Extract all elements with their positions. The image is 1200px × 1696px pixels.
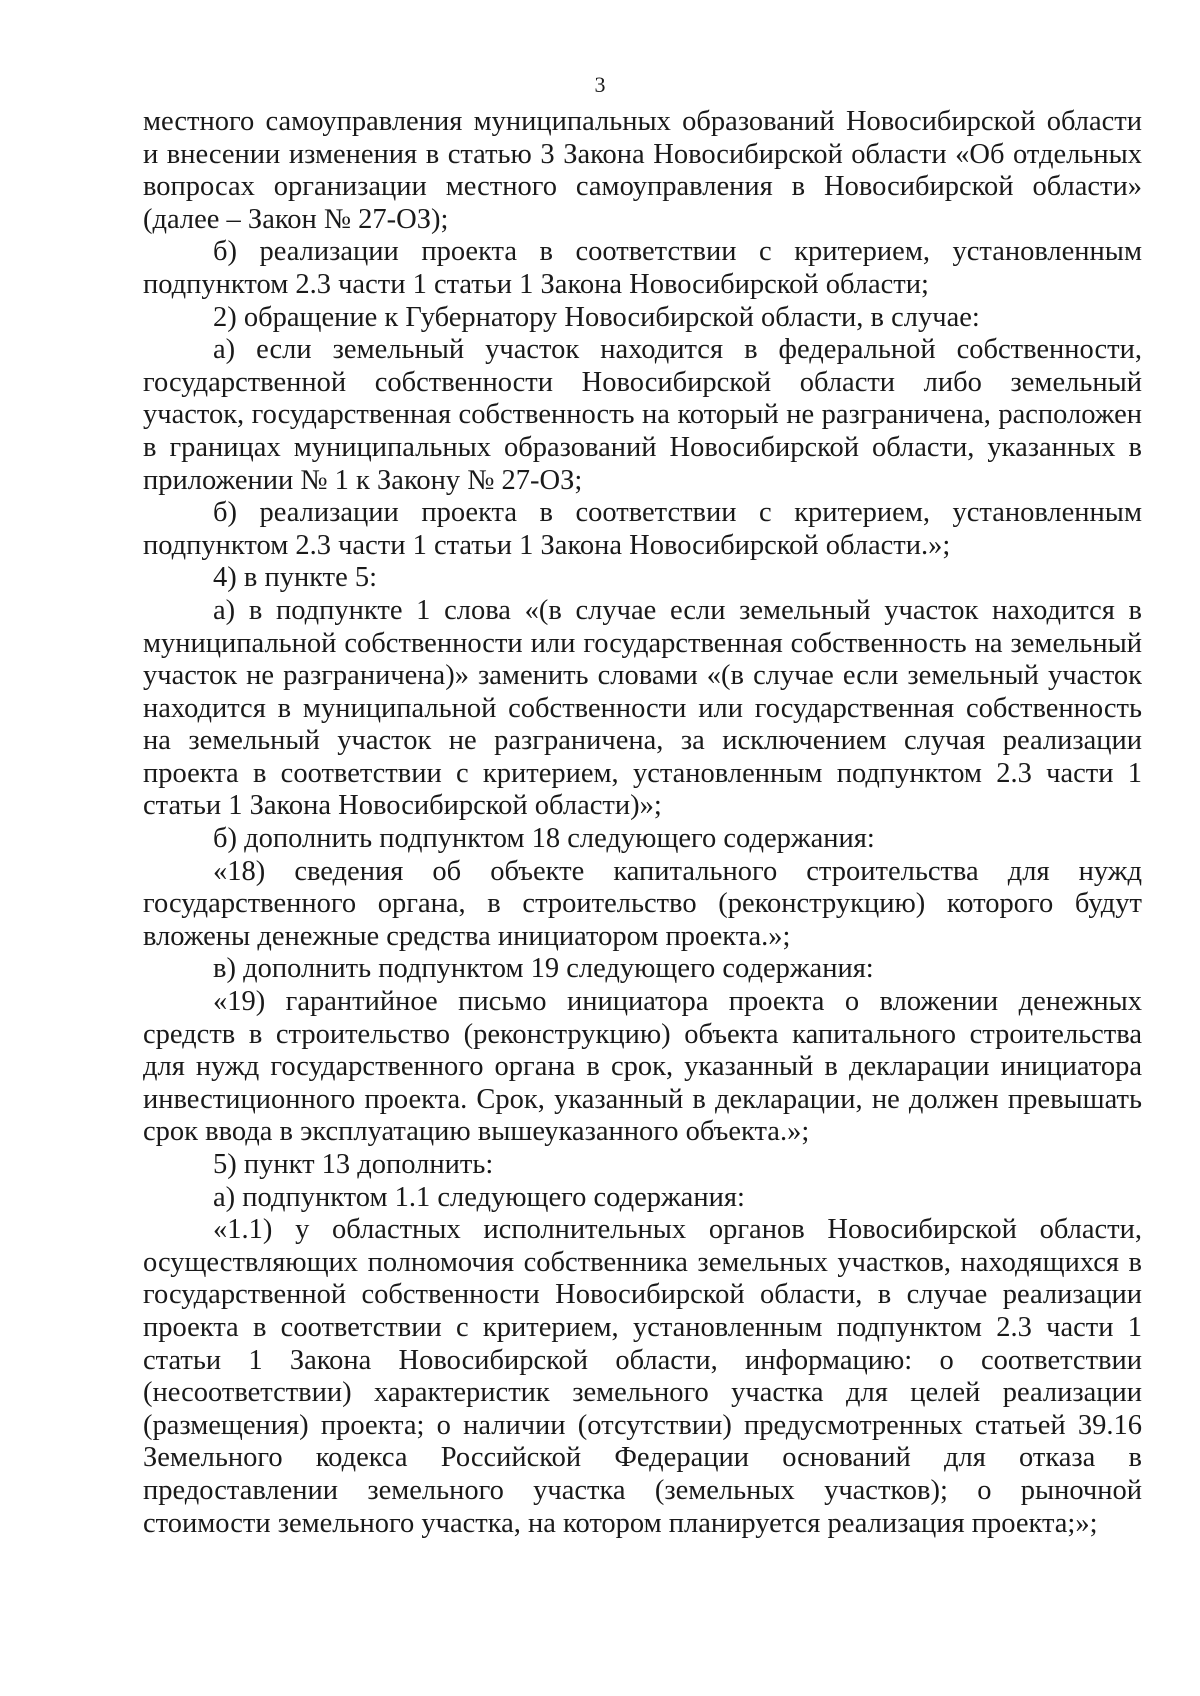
paragraph: а) если земельный участок находится в федеральной собственности, государственной собственности Новосибирской области либо земельный участок, государственная собственность на который не разграничена, расположен в границах муниципальных образований Новосибирской области, указанных в приложении № 1 к Закону № 27-ОЗ; [143,334,1142,496]
paragraph: б) реализации проекта в соответствии с критерием, установленным подпунктом 2.3 части 1 статьи 1 Закона Новосибирской области.»; [143,497,1142,561]
paragraph: «18) сведения об объекте капитального строительства для нужд государственного органа, в строительство (реконструкцию) которого будут вложены денежные средства инициатором проекта.»; [143,855,1142,952]
document-body [143,106,1142,1540]
paragraph: местного самоуправления муниципальных образований Новосибирской области и внесении изменения в статью 3 Закона Новосибирской области «Об отдельных вопросах организации местного самоуправления в Новосибирской области» (далее – Закон № 27-ОЗ); [143,106,1142,235]
page-number: 3 [594,72,606,97]
paragraph: в) дополнить подпунктом 19 следующего содержания: [213,953,874,985]
paragraph: 4) в пункте 5: [213,562,378,594]
paragraph: 5) пункт 13 дополнить: [213,1149,494,1180]
paragraph: а) подпунктом 1.1 следующего содержания: [213,1181,745,1213]
paragraph: «1.1) у областных исполнительных органов Новосибирской области, осуществляющих полномочия собственника земельных участков, находящихся в государственной собственности Новосибирской области, в случае реализации проекта в соответствии с критерием, установленным подпунктом 2.3 части 1 статьи 1 Закона Новосибирской области, информацию: о соответствии (несоответствии) характеристик земельного участка для целей реализации (размещения) проекта; о наличии (отсутствии) предусмотренных статьей 39.16 Земельного кодекса Российской Федерации оснований для отказа в предоставлении земельного участка (земельных участков); о рыночной стоимости земельного участка, на котором планируется реализация проекта;»; [143,1214,1142,1539]
paragraph: «19) гарантийное письмо инициатора проекта о вложении денежных средств в строительство (реконструкцию) объекта капитального строительства для нужд государственного органа в срок, указанный в декларации инициатора инвестиционного проекта. Срок, указанный в декларации, не должен превышать срок ввода в эксплуатацию вышеуказанного объекта.»; [143,986,1142,1148]
paragraph: а) в подпункте 1 слова «(в случае если земельный участок находится в муниципальной собственности или государственная собственность на земельный участок не разграничена)» заменить словами «(в случае если земельный участок находится в муниципальной собственности или государственная собственность на земельный участок не разграничена, за исключением случая реализации проекта в соответствии с критерием, установленным подпунктом 2.3 части 1 статьи 1 Закона Новосибирской области)»; [143,594,1142,822]
paragraph: 2) обращение к Губернатору Новосибирской области, в случае: [213,301,980,333]
paragraph: б) дополнить подпунктом 18 следующего содержания: [213,823,875,855]
paragraph: б) реализации проекта в соответствии с критерием, установленным подпунктом 2.3 части 1 статьи 1 Закона Новосибирской области; [143,236,1142,300]
